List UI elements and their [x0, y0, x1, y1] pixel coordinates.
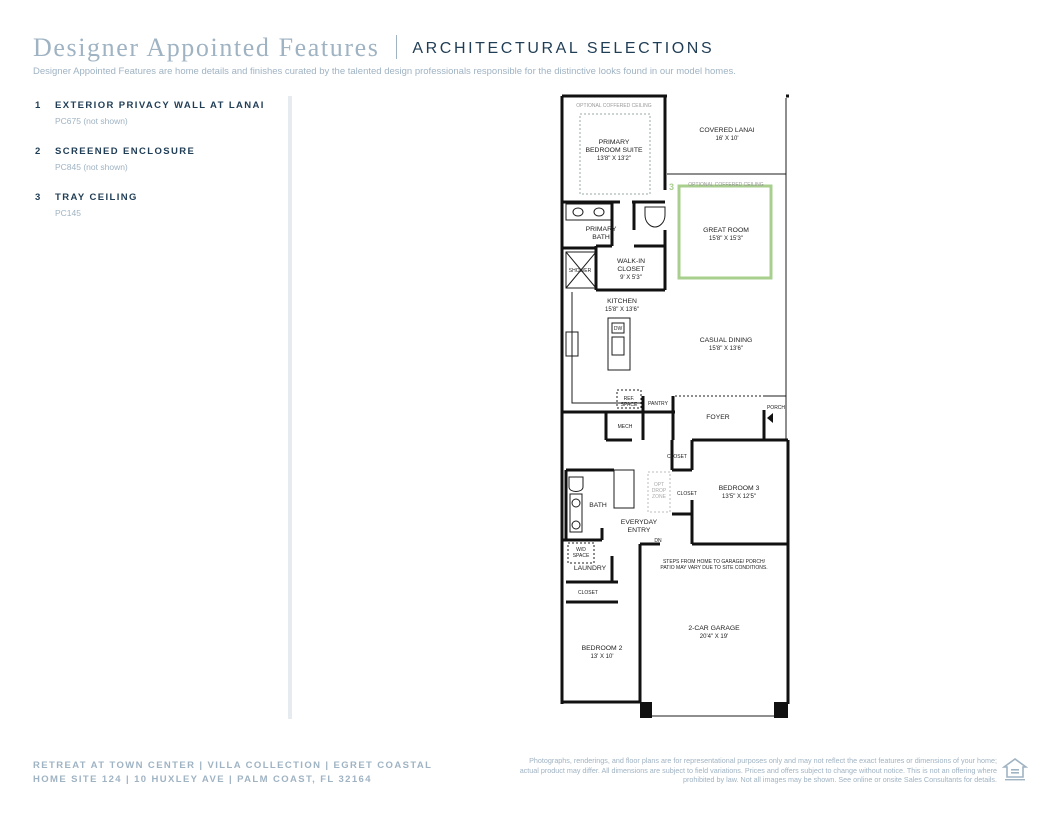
appliance-label-dw: DW	[613, 326, 623, 332]
room-dimension: 13'8" X 13'2"	[597, 156, 631, 162]
feature-list	[35, 100, 280, 238]
community-line: RETREAT AT TOWN CENTER | VILLA COLLECTION | EGRET COASTAL	[33, 760, 433, 771]
closet-label: CLOSET	[676, 491, 698, 497]
section-title: ARCHITECTURAL SELECTIONS	[412, 40, 715, 57]
page-description: Designer Appointed Features are home details and finishes curated by the talented design professionals responsible for the distinctive looks found in our model homes.	[33, 66, 736, 77]
room-label-foyer: FOYER	[706, 414, 730, 421]
ref-space-label: SPACE	[620, 402, 638, 408]
room-label-bedroom-3: BEDROOM 3	[718, 485, 760, 492]
feature-title: SCREENED ENCLOSURE	[55, 146, 196, 157]
room-label-walk-in-closet: CLOSET	[617, 266, 645, 273]
room-label-kitchen: KITCHEN	[607, 298, 637, 305]
room-label-everyday-entry: EVERYDAY	[620, 519, 658, 526]
floor-plan	[540, 90, 810, 727]
room-label-casual-dining: CASUAL DINING	[699, 337, 753, 344]
feature-code: PC675 (not shown)	[55, 116, 128, 126]
ref-space-label: REF.	[623, 396, 635, 402]
title-divider	[396, 35, 397, 59]
wd-space-label: SPACE	[572, 553, 590, 559]
room-label-bedroom-2: BEDROOM 2	[581, 645, 623, 652]
feature-item-2	[35, 146, 280, 192]
feature-item-1	[35, 100, 280, 146]
feature-code: PC845 (not shown)	[55, 162, 128, 172]
drop-zone-label: ZONE	[652, 494, 666, 500]
floor-plan-drawing	[540, 90, 810, 722]
room-label-covered-lanai: COVERED LANAI	[699, 127, 755, 134]
room-label-pantry: PANTRY	[648, 401, 668, 407]
room-dimension: 16' X 10'	[715, 136, 739, 142]
feature-title: TRAY CEILING	[55, 192, 138, 203]
room-dimension: 13' X 10'	[590, 654, 614, 660]
garage-post	[774, 702, 788, 718]
room-label-mech: MECH	[617, 424, 633, 430]
room-label-primary-bath: PRIMARY	[585, 226, 617, 233]
tray-ceiling-callout: 3	[669, 182, 675, 192]
garage-post	[640, 702, 652, 718]
room-label-garage: 2-CAR GARAGE	[688, 625, 740, 632]
divider-bar	[288, 96, 292, 719]
room-label-porch: PORCH	[766, 405, 786, 411]
room-label-great-room: GREAT ROOM	[703, 227, 749, 234]
thin-lines	[566, 98, 786, 716]
room-label-everyday-entry: ENTRY	[627, 527, 651, 534]
homesite-line: HOME SITE 124 | 10 HUXLEY AVE | PALM COAST, FL 32164	[33, 774, 372, 785]
room-dimension: 20'4" X 19'	[699, 634, 729, 640]
closet-label: CLOSET	[666, 454, 688, 460]
closet-label: CLOSET	[577, 590, 599, 596]
steps-note: PATIO MAY VARY DUE TO SITE CONDITIONS.	[660, 565, 768, 571]
optional-ceiling-label: OPTIONAL COFFERED CEILING	[576, 103, 652, 109]
room-dimension: 15'8" X 13'6"	[605, 307, 639, 313]
feature-number: 3	[35, 192, 41, 203]
page-title: Designer Appointed Features	[33, 33, 380, 62]
legal-disclaimer: Photographs, renderings, and floor plans are for representational purposes only and may not reflect the exact features or dimensions of your home; actual product may differ. All dimensions are subject to field variations. Prices and offers subject to change without notice. This is not an offering where prohibited by law. Not all images may be shown. See online or onsite Sales Consultants for details.	[519, 756, 997, 784]
steps-note: STEPS FROM HOME TO GARAGE/ PORCH/	[662, 559, 766, 565]
feature-code: PC145	[55, 208, 81, 218]
optional-ceiling-label: OPTIONAL COFFERED CEILING	[688, 182, 764, 188]
feature-title: EXTERIOR PRIVACY WALL AT LANAI	[55, 100, 265, 111]
room-dimension: 13'5" X 12'5"	[722, 494, 756, 500]
room-dimension: 9' X 5'3"	[620, 275, 642, 281]
drop-zone-label: OPT	[653, 482, 665, 488]
feature-number: 2	[35, 146, 41, 157]
feature-number: 1	[35, 100, 41, 111]
porch-arrow	[767, 413, 773, 423]
room-label-primary-suite: PRIMARY	[598, 139, 630, 146]
stairs-down-label: DN	[654, 538, 662, 544]
room-dimension: 15'8" X 15'3"	[709, 236, 743, 242]
room-label-shower: SHOWER	[568, 268, 592, 274]
feature-item-3	[35, 192, 280, 238]
wd-space-label: W/D	[576, 547, 586, 553]
room-labels	[569, 103, 786, 660]
room-label-primary-bath: BATH	[592, 234, 610, 241]
equal-housing-icon	[1002, 757, 1028, 783]
room-label-primary-suite: BEDROOM SUITE	[585, 147, 643, 154]
room-label-walk-in-closet: WALK-IN	[616, 258, 646, 265]
community-info	[33, 759, 432, 787]
room-dimension: 15'8" X 13'6"	[709, 346, 743, 352]
room-label-bath: BATH	[589, 502, 607, 509]
page-header	[33, 33, 714, 63]
room-label-laundry: LAUNDRY	[573, 565, 607, 572]
drop-zone-label: DROP	[651, 488, 667, 494]
